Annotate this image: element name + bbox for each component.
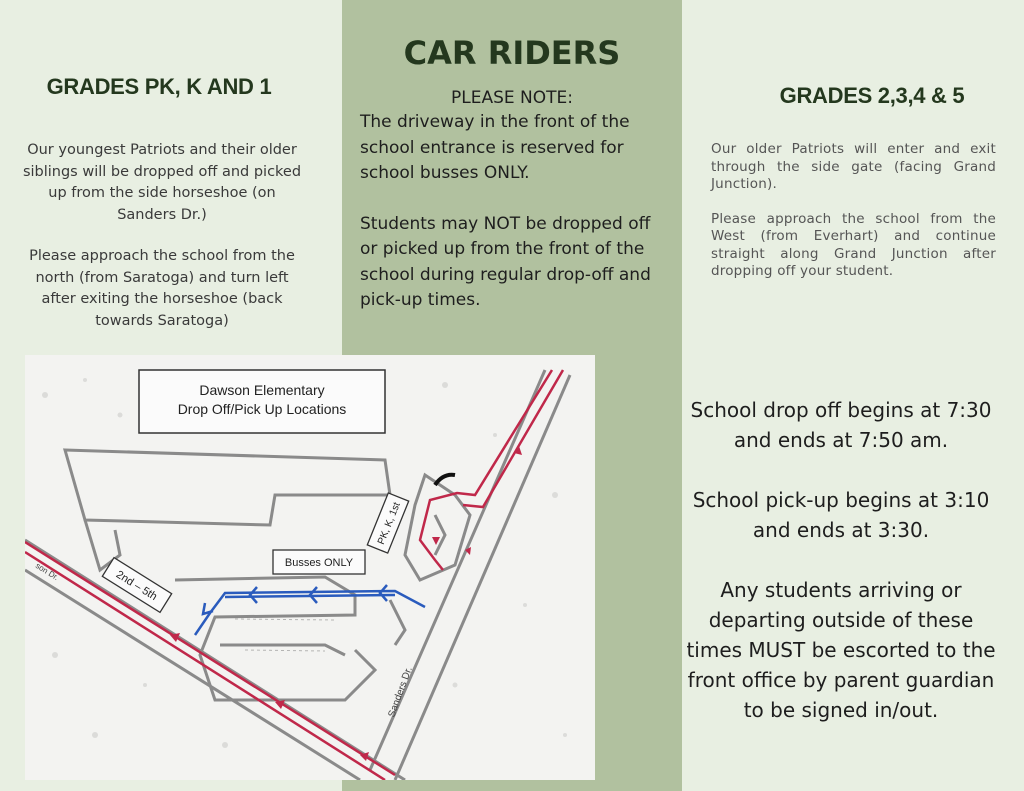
map-label-road: son Dr. <box>33 561 61 583</box>
right-instructions <box>711 141 996 298</box>
map-title-line-1: Dawson Elementary <box>199 382 325 398</box>
note-paragraph-1: The driveway in the front of the school entrance is reserved for school busses ONLY. <box>360 112 630 183</box>
left-instructions <box>22 140 302 352</box>
map-label-busses: Busses ONLY <box>284 557 354 569</box>
map-label-grades: 2nd – 5th <box>113 568 160 604</box>
drop-off-times: School drop off begins at 7:30 and ends at 7:50 am. <box>690 398 992 452</box>
note-paragraph-2: Students may NOT be dropped off or picked up from the front of the school during regular drop-off and pick-up times. <box>360 213 651 310</box>
map-label-pk: PK, K, 1st <box>375 500 403 547</box>
map-title-line-2: Drop Off/Pick Up Locations <box>177 401 347 417</box>
escort-notice: Any students arriving or departing outside of these times MUST be escorted to the front office by parent guardian to be signed in/out. <box>686 578 996 722</box>
pick-up-times: School pick-up begins at 3:10 and ends at 3:30. <box>692 488 990 542</box>
right-column <box>682 0 1024 791</box>
map-label-street: Sanders Dr. <box>386 665 415 719</box>
page-title: CAR RIDERS <box>403 34 621 72</box>
schedule-times <box>682 395 1000 755</box>
right-paragraph-2: Please approach the school from the West (from Everhart) and continue straight along Grand Junction after dropping off your student. <box>711 210 996 279</box>
heading-grades-2-5: GRADES 2,3,4 & 5 <box>779 83 965 108</box>
left-paragraph-1: Our youngest Patriots and their older siblings will be dropped off and picked up from the side horseshoe (on Sanders Dr.) <box>22 142 302 223</box>
left-paragraph-2: Please approach the school from the north (from Saratoga) and turn left after exiting the horseshoe (back towards Saratoga) <box>29 248 295 329</box>
note-title: PLEASE NOTE: <box>451 88 573 108</box>
note-text <box>360 110 670 339</box>
drop-off-map <box>25 355 595 780</box>
heading-grades-pk-k-1: GRADES PK, K AND 1 <box>46 74 272 99</box>
right-paragraph-1: Our older Patriots will enter and exit through the side gate (facing Grand Junction). <box>711 141 996 192</box>
